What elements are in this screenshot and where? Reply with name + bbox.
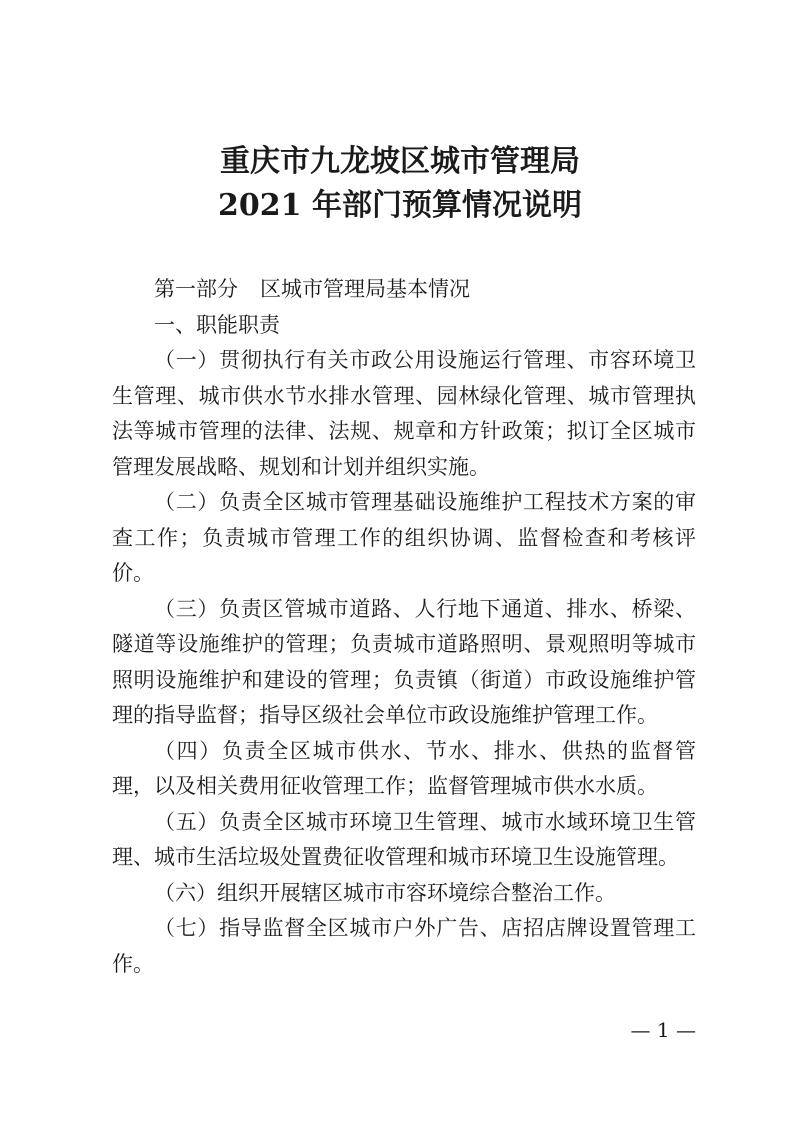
paragraph-duty-2: （二）负责全区城市管理基础设施维护工程技术方案的审查工作；负责城市管理工作的组织协调、监督检查和考核评价。 [112, 490, 696, 585]
title-line-2: 2021 年部门预算情况说明 [218, 188, 582, 223]
page-number: — 1 — [630, 1018, 696, 1042]
part-name: 区城市管理局基本情况 [260, 277, 470, 301]
document-body [112, 272, 696, 982]
paragraph-duty-7: （七）指导监督全区城市户外广告、店招店牌设置管理工作。 [112, 916, 696, 976]
document-title [0, 140, 800, 228]
paragraph-duty-6: （六）组织开展辖区城市市容环境综合整治工作。 [154, 880, 616, 905]
section-heading: 一、职能职责 [154, 312, 280, 337]
part-label: 第一部分 [154, 277, 238, 301]
paragraph-duty-5: （五）负责全区城市环境卫生管理、城市水域环境卫生管理、城市生活垃圾处置费征收管理和城市环境卫生设施管理。 [112, 809, 696, 869]
paragraph-duty-4: （四）负责全区城市供水、节水、排水、供热的监督管理，以及相关费用征收管理工作；监督管理城市供水水质。 [112, 738, 696, 798]
paragraph-duty-3: （三）负责区管城市道路、人行地下通道、排水、桥梁、隧道等设施维护的管理；负责城市道路照明、景观照明等城市照明设施维护和建设的管理；负责镇（街道）市政设施维护管理的指导监督；指导区级社会单位市政设施维护管理工作。 [112, 596, 696, 727]
title-line-1: 重庆市九龙坡区城市管理局 [220, 144, 580, 179]
part-heading [112, 272, 696, 308]
paragraph-duty-1: （一）贯彻执行有关市政公用设施运行管理、市容环境卫生管理、城市供水节水排水管理、园林绿化管理、城市管理执法等城市管理的法律、法规、规章和方针政策；拟订全区城市管理发展战略、规划和计划并组织实施。 [112, 348, 696, 479]
